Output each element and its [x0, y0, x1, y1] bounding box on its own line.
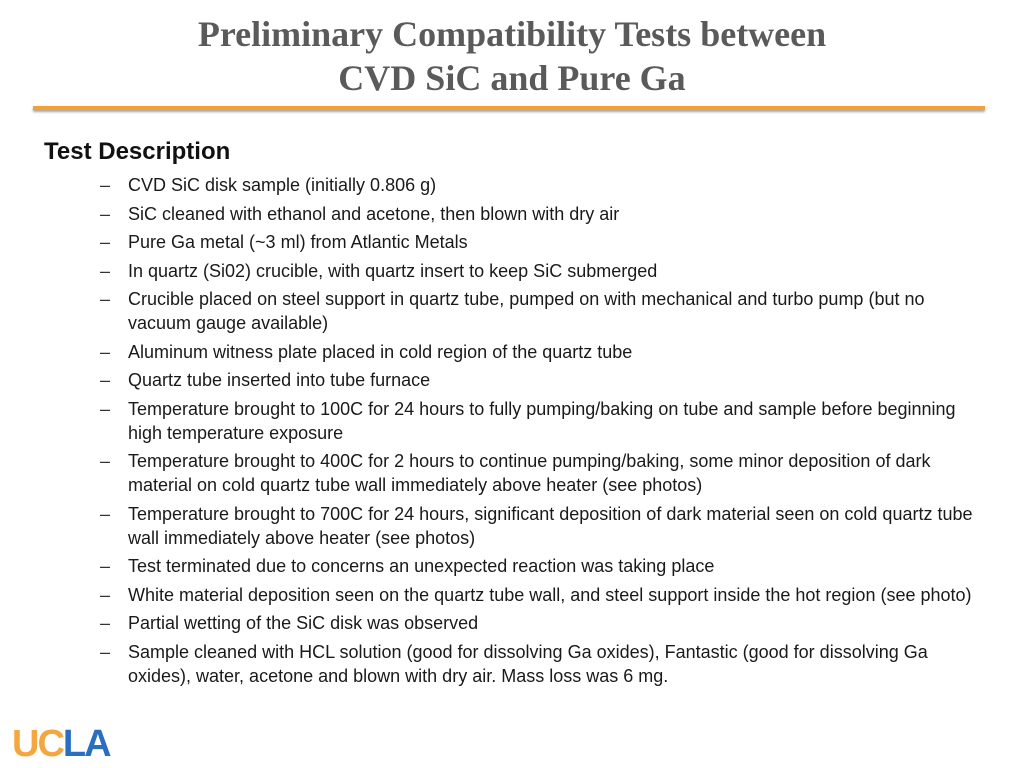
bullet-text: Temperature brought to 400C for 2 hours to continue pumping/baking, some minor deposition of dark material on cold quartz tube wall immediately above heater (see photos) — [128, 451, 931, 495]
bullet-item — [44, 287, 984, 335]
slide-title — [0, 12, 1024, 100]
bullet-dash: – — [100, 370, 111, 390]
bullet-dash: – — [100, 584, 111, 605]
bullet-dash: – — [100, 556, 111, 576]
bullet-dash: – — [100, 260, 111, 281]
bullet-dash: – — [100, 451, 111, 471]
bullet-item — [44, 340, 984, 364]
bullet-dash: – — [100, 232, 111, 252]
bullet-item — [44, 611, 984, 635]
bullet-text: Crucible placed on steel support in quartz tube, pumped on with mechanical and turbo pump (but no vacuum gauge available) — [128, 289, 925, 333]
section-heading: Test Description — [44, 138, 231, 165]
bullet-dash: – — [100, 503, 111, 524]
bullet-dash: – — [100, 175, 111, 195]
bullet-item — [44, 583, 984, 607]
bullet-item — [44, 397, 984, 445]
title-divider — [33, 106, 985, 110]
bullet-dash: – — [100, 289, 111, 309]
bullet-item — [44, 259, 984, 283]
bullet-item — [44, 640, 984, 688]
bullet-item — [44, 202, 984, 226]
bullet-text: SiC cleaned with ethanol and acetone, then blown with dry air — [128, 203, 620, 224]
bullet-item — [44, 449, 984, 497]
bullet-text: Temperature brought to 100C for 24 hours to fully pumping/baking on tube and sample before beginning high temperature exposure — [128, 398, 956, 443]
bullet-dash: – — [100, 398, 111, 419]
slide-title-line-1: Preliminary Compatibility Tests between — [197, 14, 827, 54]
bullet-text: Test terminated due to concerns an unexpected reaction was taking place — [128, 556, 715, 576]
bullet-text: Quartz tube inserted into tube furnace — [128, 370, 431, 390]
bullet-dash: – — [100, 341, 111, 362]
bullet-text: Partial wetting of the SiC disk was observed — [128, 613, 479, 633]
bullet-text: Temperature brought to 700C for 24 hours, significant deposition of dark material seen on cold quartz tube wall immediately above heater (see photos) — [128, 503, 973, 548]
bullet-item — [44, 230, 984, 254]
slide-title-line-2: CVD SiC and Pure Ga — [338, 58, 686, 98]
bullet-text: Pure Ga metal (~3 ml) from Atlantic Metals — [128, 232, 468, 252]
bullet-text: In quartz (Si02) crucible, with quartz insert to keep SiC submerged — [128, 260, 658, 281]
bullet-item — [44, 368, 984, 392]
bullet-item — [44, 502, 984, 550]
bullet-text: CVD SiC disk sample (initially 0.806 g) — [128, 175, 437, 195]
ucla-logo-text: UCLA — [12, 723, 110, 762]
bullet-dash: – — [100, 641, 111, 662]
bullet-item — [44, 173, 984, 197]
bullet-text: Sample cleaned with HCL solution (good for dissolving Ga oxides), Fantastic (good for dissolving Ga oxides), water, acetone and blown with dry air. Mass loss was 6 mg. — [128, 641, 928, 686]
bullet-dash: – — [100, 613, 111, 633]
slide-content — [44, 137, 984, 692]
bullet-list — [44, 173, 984, 688]
bullet-text: Aluminum witness plate placed in cold region of the quartz tube — [128, 341, 633, 362]
bullet-dash: – — [100, 203, 111, 224]
bullet-item — [44, 554, 984, 578]
bullet-text: White material deposition seen on the quartz tube wall, and steel support inside the hot region (see photo) — [128, 584, 972, 605]
ucla-logo — [10, 720, 120, 762]
